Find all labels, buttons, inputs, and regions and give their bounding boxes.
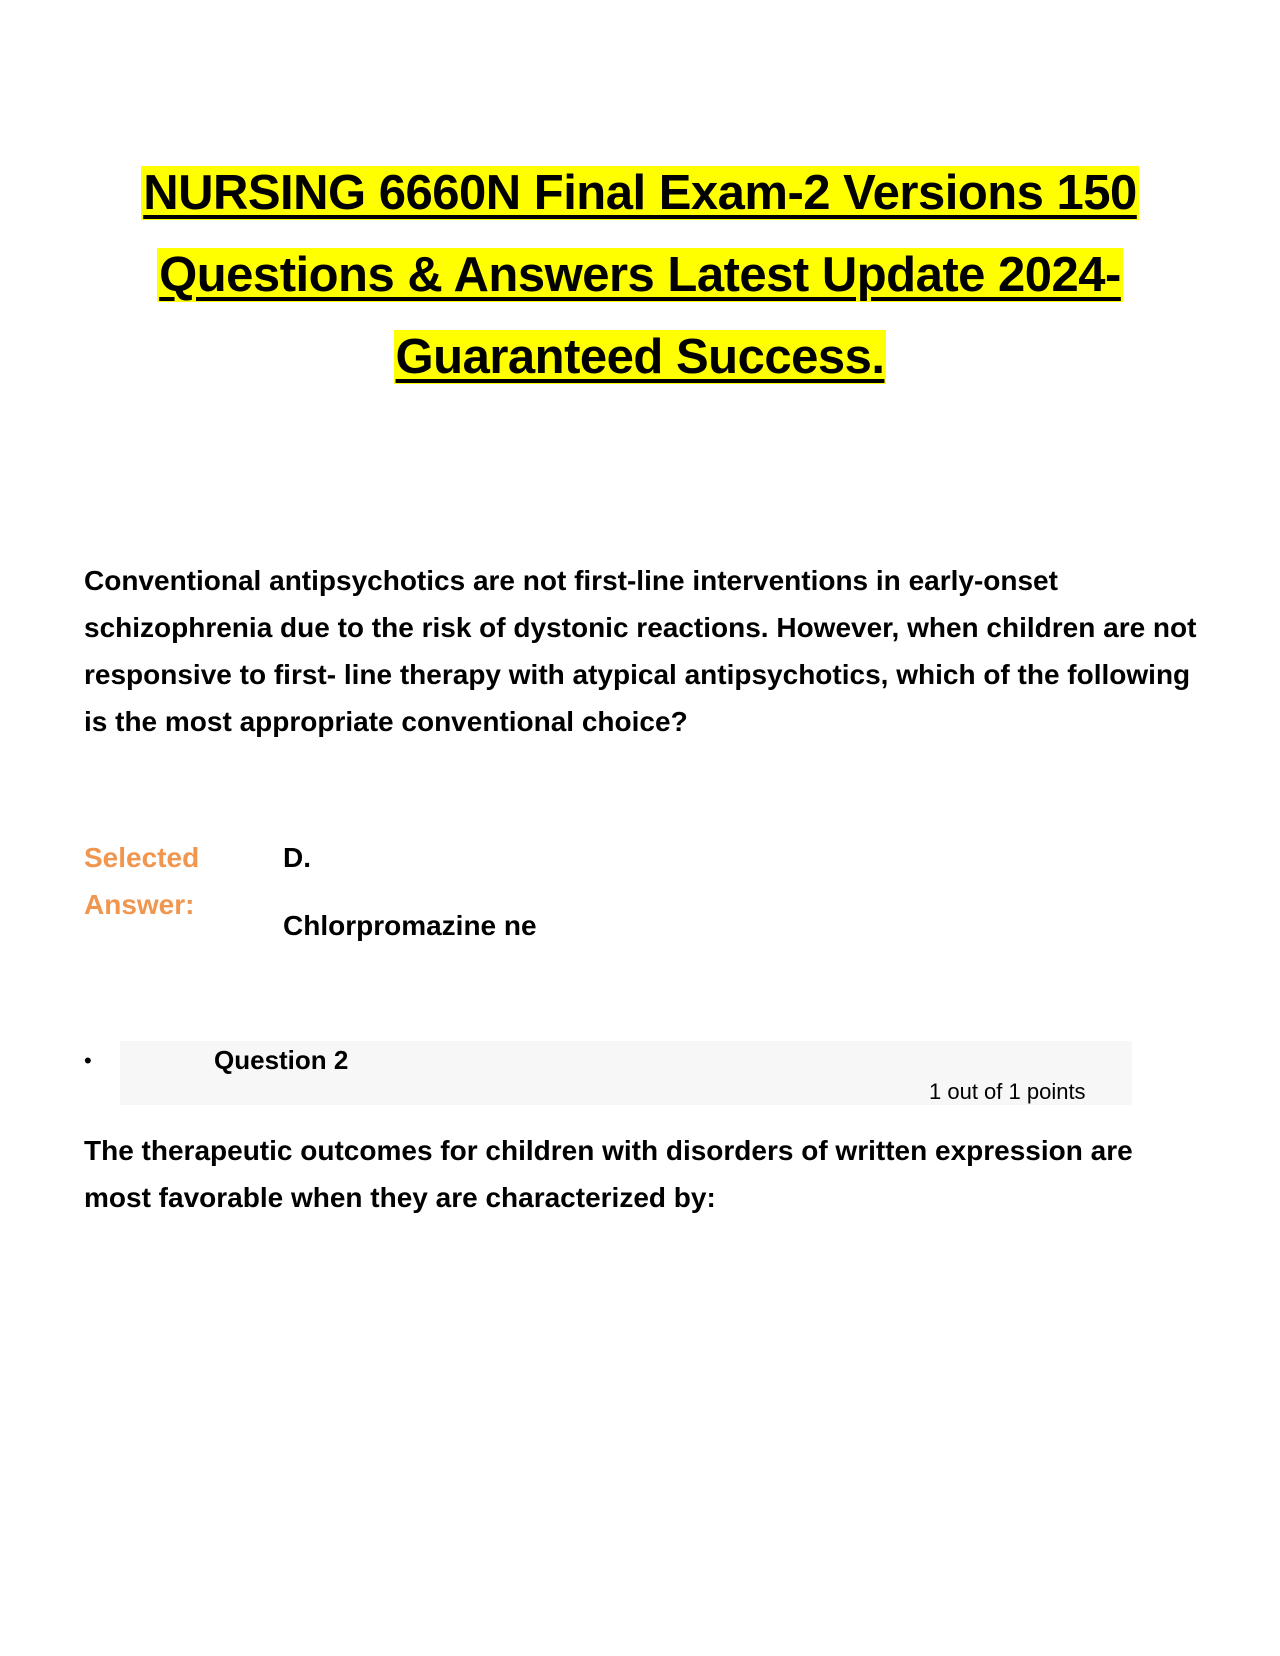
- question-2-header: Question 2: [214, 1045, 349, 1075]
- question-2-text: The therapeutic outcomes for children with disorders of written expression are most favorable when they are characterized by:: [84, 1135, 1133, 1213]
- title-line-2: Questions & Answers Latest Update 2024-: [159, 248, 1121, 302]
- selected-answer-label: Selected Answer:: [84, 842, 200, 920]
- answer-text: Chlorpromazine ne: [283, 910, 537, 941]
- question-1-text: Conventional antipsychotics are not first-line interventions in early-onset schizophrenia due to the risk of dystonic reactions. However, when children are not responsive to first- line therapy with atypical antipsychotics, which of the following is the most appropriate conventional choice?: [84, 565, 1197, 737]
- title-line-1: NURSING 6660N Final Exam-2 Versions 150: [143, 166, 1137, 220]
- title-line-3: Guaranteed Success.: [395, 330, 885, 384]
- answer-letter: D.: [283, 842, 311, 873]
- bullet-icon: •: [84, 1048, 92, 1073]
- document-title: [60, 152, 1220, 398]
- question-2-points: 1 out of 1 points: [929, 1079, 1086, 1104]
